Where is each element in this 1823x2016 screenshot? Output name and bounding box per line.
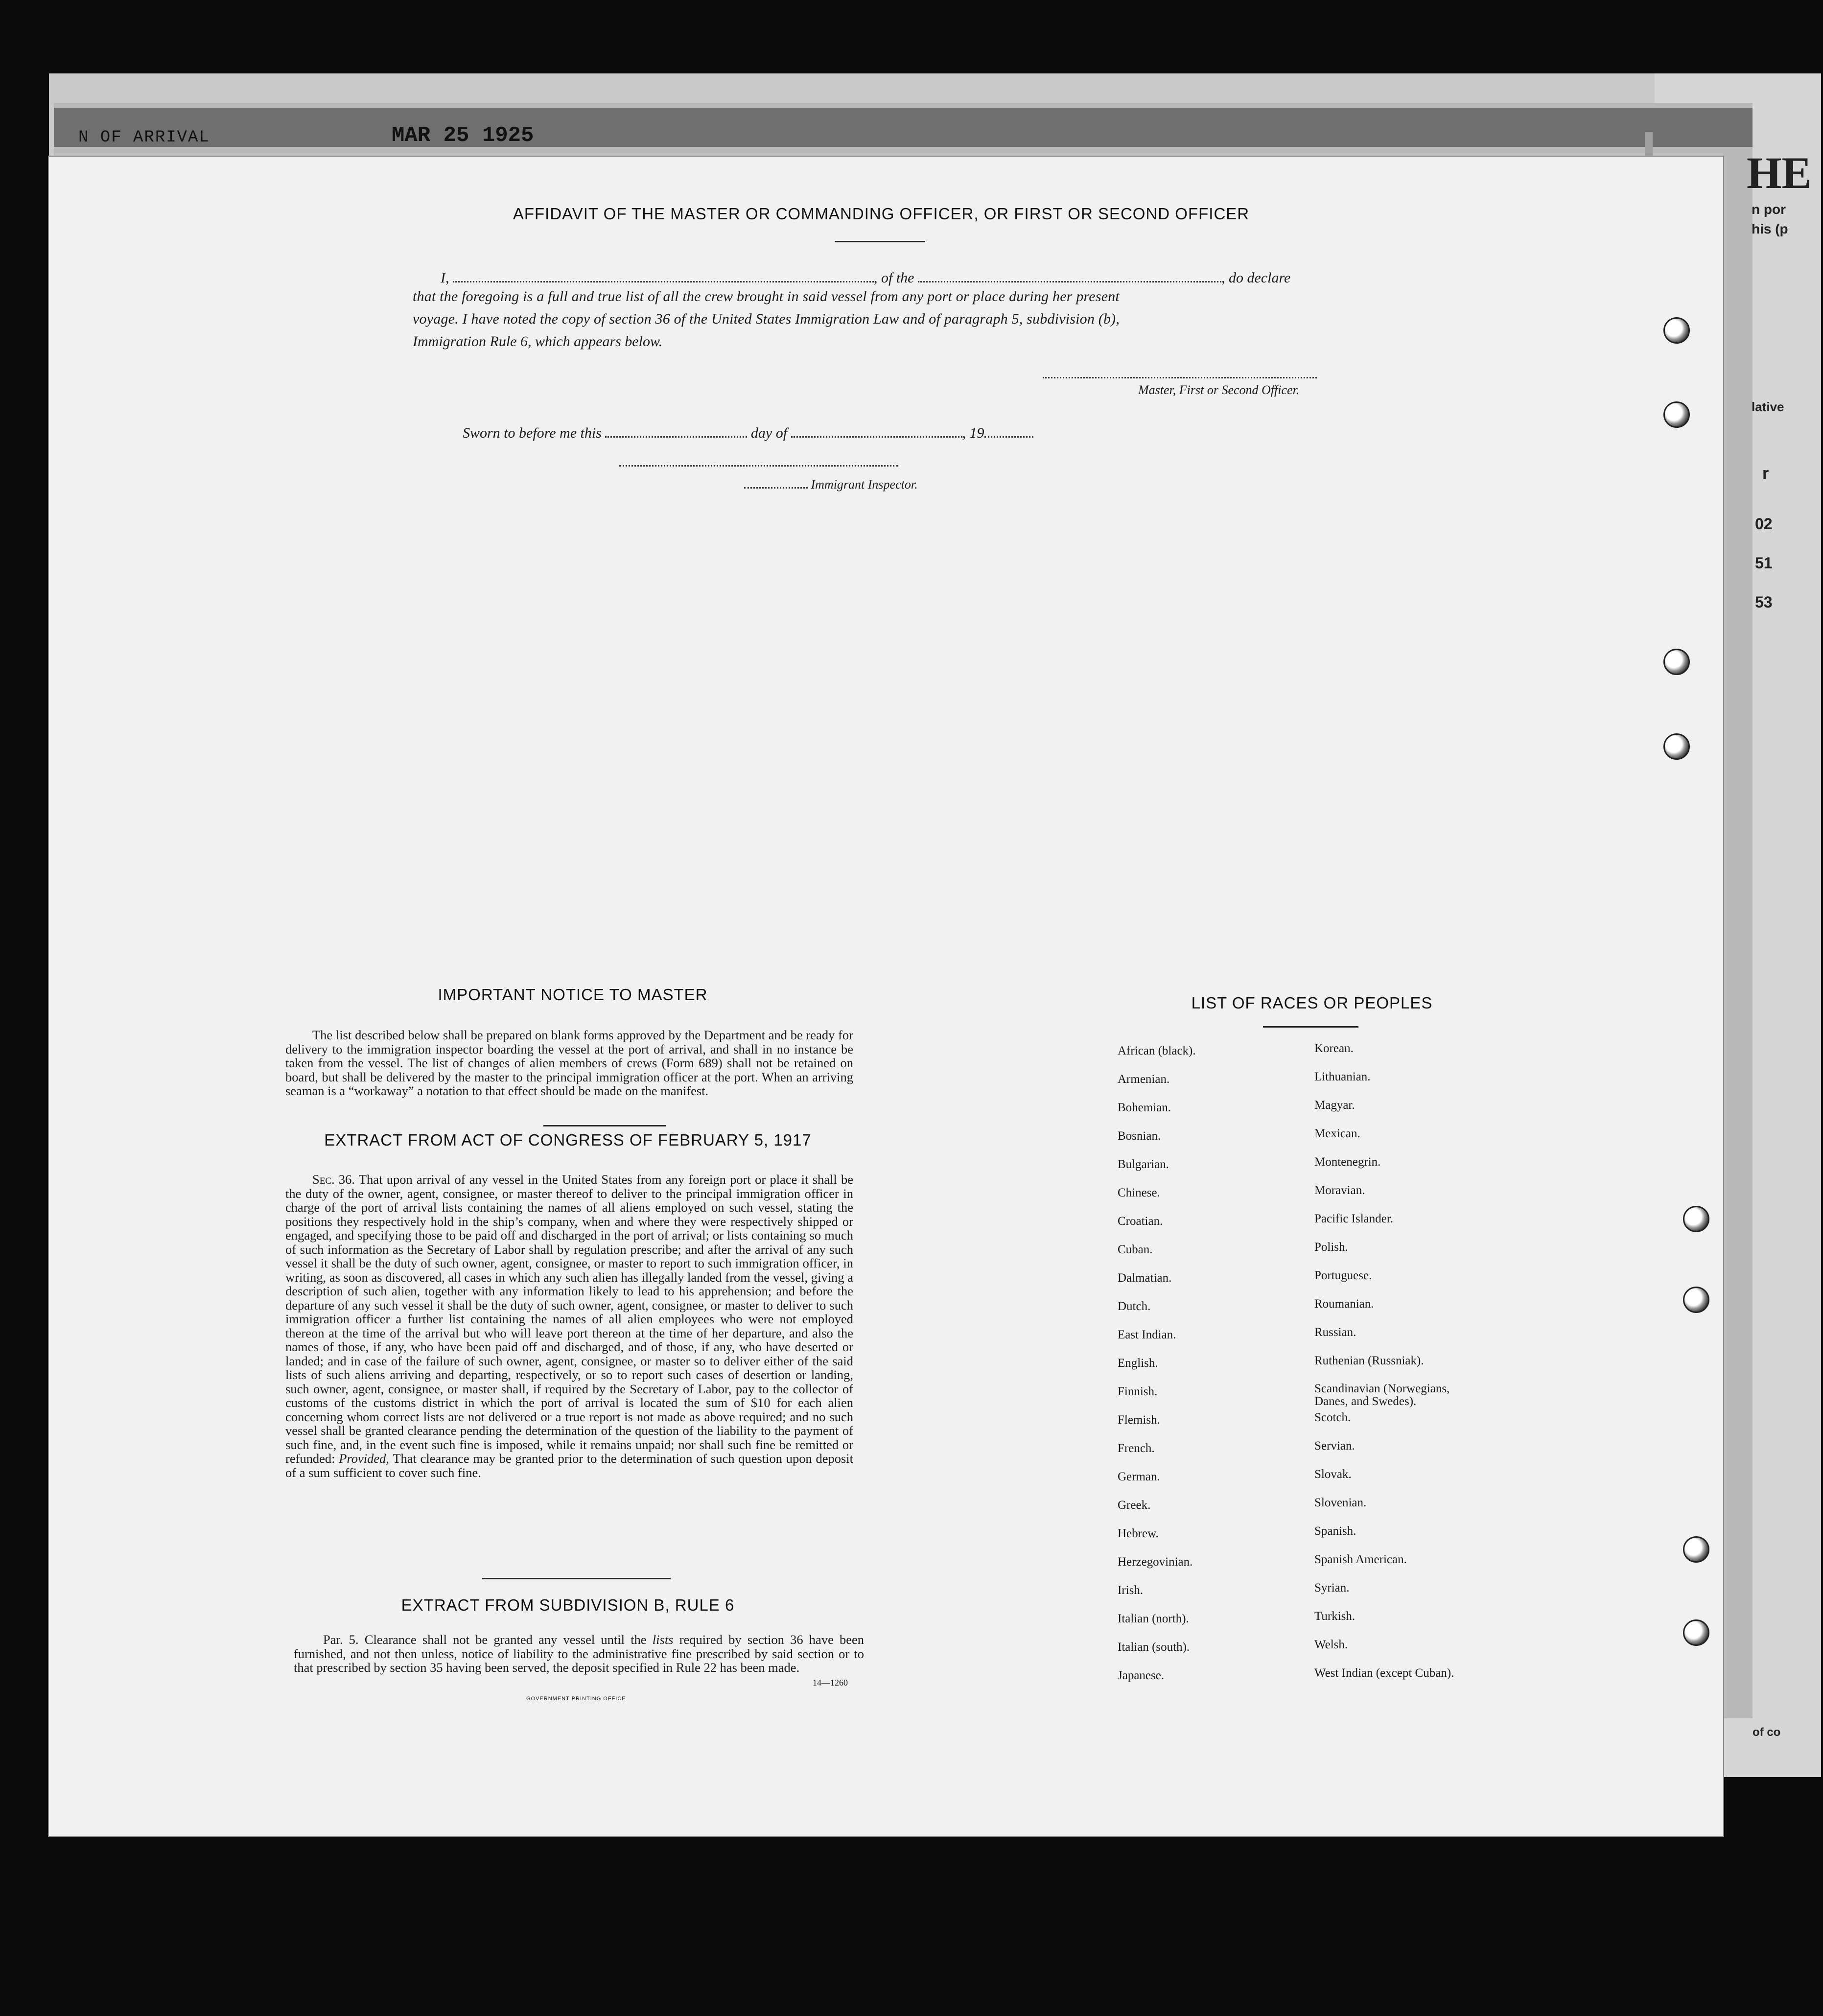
race-item: Welsh.: [1314, 1638, 1348, 1651]
right-edge-line1: n por: [1752, 202, 1786, 217]
race-item: Syrian.: [1314, 1581, 1350, 1594]
sworn-prefix: Sworn to before me this: [463, 425, 602, 441]
act-extract-body: [285, 1172, 853, 1479]
affidavit-i: I,: [441, 270, 449, 286]
right-edge-letters: HE: [1747, 148, 1812, 198]
race-item: Hebrew.: [1118, 1527, 1159, 1540]
race-item: Moravian.: [1314, 1184, 1365, 1197]
punch-hole: [1663, 733, 1690, 760]
notice-body: The list described below shall be prepared on blank forms approved by the Department and be ready for delivery to the immigration inspector boarding the vessel at the port of arrival, and shall in no instance be taken from the vessel. The list of changes of alien members of crews (Form 689) shall not be retained on board, but shall be delivered by the master to the principal immigration officer at the port. When an arriving seaman is a “workaway” a notation to that effect should be made on the manifest.: [285, 1028, 853, 1098]
punch-hole: [1663, 649, 1690, 675]
races-title: LIST OF RACES OR PEOPLES: [1191, 994, 1433, 1012]
lists-word: lists: [652, 1632, 674, 1647]
sec-label: Sec. 36.: [312, 1172, 355, 1187]
race-item: Irish.: [1118, 1584, 1144, 1597]
race-item: Slovak.: [1314, 1468, 1352, 1481]
race-item: Magyar.: [1314, 1099, 1355, 1112]
race-item: Scandinavian (Norwegians, Danes, and Swedes).: [1314, 1382, 1450, 1408]
race-item: Slovenian.: [1314, 1496, 1367, 1509]
race-item: Russian.: [1314, 1326, 1356, 1339]
race-item: Portuguese.: [1314, 1269, 1372, 1282]
race-item: Armenian.: [1118, 1073, 1170, 1086]
race-item: Greek.: [1118, 1499, 1151, 1512]
right-edge-line2: his (p: [1752, 221, 1788, 236]
act-body-end: That clearance may be granted prior to the determination of such question upon deposit of a sum sufficient to cover such fine.: [285, 1451, 854, 1480]
punch-hole: [1663, 401, 1690, 428]
inspector-signature-line: [619, 465, 898, 467]
sworn-year: , 19: [962, 425, 984, 441]
race-item: German.: [1118, 1470, 1160, 1483]
act-extract-title: EXTRACT FROM ACT OF CONGRESS OF FEBRUARY 5, 1917: [324, 1131, 812, 1149]
race-item: English.: [1118, 1357, 1158, 1370]
race-item: Dalmatian.: [1118, 1271, 1172, 1285]
right-edge-num2: 51: [1755, 554, 1773, 572]
races-rule: [1263, 1026, 1358, 1028]
title-rule: [835, 241, 925, 242]
race-item: Servian.: [1314, 1439, 1355, 1453]
stamp-strip: [54, 108, 1753, 147]
race-item: West Indian (except Cuban).: [1314, 1666, 1454, 1680]
right-edge-bottom: of co: [1753, 1726, 1781, 1739]
act-rule: [482, 1578, 671, 1579]
race-item: Turkish.: [1314, 1610, 1356, 1623]
race-item: Spanish American.: [1314, 1553, 1407, 1566]
affidavit-line4: Immigration Rule 6, which appears below.: [413, 333, 663, 350]
punch-hole: [1683, 1619, 1709, 1646]
affidavit-declare: , do declare: [1221, 270, 1291, 286]
inspector-label: [744, 477, 918, 492]
race-item: Ruthenian (Russniak).: [1314, 1354, 1424, 1367]
race-item: Cuban.: [1118, 1243, 1153, 1256]
sworn-line: [463, 422, 1033, 445]
race-item: Croatian.: [1118, 1215, 1163, 1228]
race-item: Flemish.: [1118, 1413, 1160, 1427]
notice-rule: [543, 1125, 666, 1126]
printer-imprint: GOVERNMENT PRINTING OFFICE: [526, 1696, 626, 1702]
race-item: Dutch.: [1118, 1300, 1151, 1313]
notice-title: IMPORTANT NOTICE TO MASTER: [438, 985, 708, 1004]
affidavit-title: AFFIDAVIT OF THE MASTER OR COMMANDING OFFICER, OR FIRST OR SECOND OFFICER: [513, 205, 1250, 223]
right-edge-num3: 53: [1755, 593, 1773, 611]
arrival-label: N OF ARRIVAL: [78, 128, 210, 147]
affidavit-of-the: , of the: [874, 270, 914, 286]
punch-hole: [1683, 1287, 1709, 1313]
sworn-day: day of: [750, 425, 788, 441]
provided-word: Provided,: [339, 1451, 390, 1466]
signature-label: Master, First or Second Officer.: [1138, 383, 1300, 397]
punch-hole: [1683, 1536, 1709, 1563]
race-item: French.: [1118, 1442, 1155, 1455]
race-item: Lithuanian.: [1314, 1070, 1371, 1083]
race-item: Roumanian.: [1314, 1297, 1374, 1311]
right-edge-num1: 02: [1755, 515, 1773, 533]
right-edge-line3: lative: [1752, 399, 1784, 414]
rule-body-b: required by section 36 have been furnished, and not then unless, notice of liability to the administrative fine prescribed by said section or to that prescribed by section 35 having been served, the deposit specified in Rule 22 has been made.: [294, 1632, 865, 1675]
race-item: Bulgarian.: [1118, 1158, 1169, 1171]
race-item: Italian (north).: [1118, 1612, 1189, 1625]
act-body-text: That upon arrival of any vessel in the United States from any foreign port or place it shall be the duty of the owner, agent, consignee, or master thereof to deliver to the principal immigration officer in charge of the port of arrival lists containing the names of all aliens employed on such vessel, stating the positions they respectively hold in the ship’s company, when and where they were respectively shipped or engaged, and specifying those to be paid off and discharged in the port of arrival; or lists containing so much of such information as the Secretary of Labor shall by regulation prescribe; and after the arrival of any such vessel it shall be the duty of such owner, agent, consignee, or master to report to such immigration officer, in writing, as soon as discovered, all cases in which any such alien has illegally landed from the vessel, giving a description of such alien, together with any information likely to lead to his apprehension; and before the departure of any such vessel it shall be the duty of such owner, agent, consignee, or master to deliver to such immigration officer a further list containing the names of all alien employees who were not employed thereon at the time of the arrival but who will leave port thereon at the time of her departure, and also the names of those, if any, who have been paid off and discharged, and of those, if any, who have deserted or landed; and in case of the failure of such owner, agent, consignee, or master so to deliver either of the said lists of such aliens arriving and departing, respectively, or so to report such cases of desertion or landing, such owner, agent, consignee, or master shall, if required by the Secretary of Labor, pay to the collector of customs of the customs district in which the port of arrival is located the sum of $10 for each alien concerning whom correct lists are not delivered or a true report is not made as above required; and no such vessel shall be granted clearance pending the determination of the question of the liability to the payment of such fine, and, in the event such fine is imposed, while it remains unpaid; nor shall such fine be remitted or refunded:: [285, 1172, 853, 1466]
race-item: Mexican.: [1314, 1127, 1360, 1140]
right-edge-line4: r: [1762, 464, 1769, 483]
punch-hole: [1663, 317, 1690, 344]
rule-extract-title: EXTRACT FROM SUBDIVISION B, RULE 6: [401, 1596, 735, 1614]
rule-body-a: Clearance shall not be granted any vessel until the: [364, 1632, 647, 1647]
race-item: Bosnian.: [1118, 1129, 1161, 1143]
race-item: Italian (south).: [1118, 1641, 1190, 1654]
inspector-label-text: Immigrant Inspector.: [811, 477, 918, 492]
form-number: 14—1260: [813, 1678, 848, 1688]
race-item: Herzegovinian.: [1118, 1555, 1193, 1569]
date-stamp: MAR 25 1925: [392, 123, 534, 148]
signature-line: [1043, 377, 1317, 378]
race-item: East Indian.: [1118, 1328, 1176, 1341]
race-item: Polish.: [1314, 1241, 1348, 1254]
race-item: Japanese.: [1118, 1669, 1165, 1682]
race-item: Scotch.: [1314, 1411, 1351, 1424]
par-label: Par. 5.: [323, 1632, 359, 1647]
rule-extract-body: [294, 1633, 864, 1675]
race-item: Korean.: [1314, 1042, 1354, 1055]
race-item: Bohemian.: [1118, 1101, 1171, 1114]
race-item: Montenegrin.: [1314, 1155, 1381, 1169]
race-item: Chinese.: [1118, 1186, 1160, 1199]
race-item: Pacific Islander.: [1314, 1212, 1394, 1225]
affidavit-line3: voyage. I have noted the copy of section 36 of the United States Immigration Law and of paragraph 5, subdivision (b),: [413, 311, 1120, 327]
punch-hole: [1683, 1206, 1709, 1232]
race-item: Finnish.: [1118, 1385, 1158, 1398]
race-item: Spanish.: [1314, 1524, 1356, 1538]
affidavit-line2: that the foregoing is a full and true list of all the crew brought in said vessel from any port or place during her present: [413, 288, 1120, 305]
race-item: African (black).: [1118, 1044, 1196, 1057]
